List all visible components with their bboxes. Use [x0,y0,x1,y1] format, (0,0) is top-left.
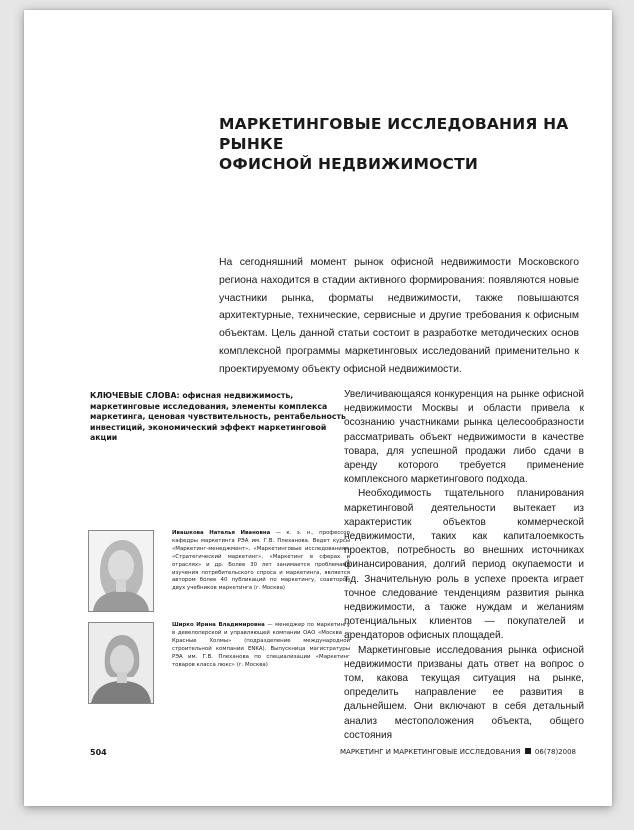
journal-issue: 06(78)2008 [534,748,576,756]
body-paragraph-3: Маркетинговые исследования рынка офисной недвижимости призваны дать ответ на вопрос о том, какова текущая ситуация на рынке, определить направление ее развития в дальнейшем. Они включают в себя детальный анализ местоположения объекта, общего состояния [344,644,584,741]
body-paragraph-2: Необходимость тщательного планирования маркетинговой деятельности вытекает из характеристик объектов коммерческой недвижимости, таких как капиталоемкость проектов, потребность во внешних источниках финансирования, долгий период окупаемости и т.д. Значительную роль в успехе проекта играет точное следование тенденциям развития рынка недвижимости, а также нуждам и желаниям потенциальных клиентов — покупателей и арендаторов офисных площадей. [344,488,584,642]
author-name-2: Ширко Ирина Владимировна [172,622,265,628]
page-number: 504 [90,748,107,757]
author-name-1: Ивашкова Наталья Ивановна [172,530,271,536]
article-title [219,114,589,174]
author-bio-1 [172,530,350,593]
body-paragraph-1: Увеличивающаяся конкуренция на рынке офисной недвижимости Москвы и области привела к осознанию участниками рынка целесообразности рассматривать объект недвижимости в качестве товара, для успешной продажи либо сдачи в аренду которого требуется применение комплексного маркетингового подхода. [344,389,584,486]
author-description-1: — к. э. н., профессор кафедры маркетинга РЭА им. Г.В. Плеханова. Ведет курсы «Маркетинг-менеджмент», «Маркетинговые исследования», «Стратегический маркетинг», «Маркетинг в сферах и отраслях» и др. Более 30 лет занимается проблемами изучения потребительского спроса и маркетинга, является автором более 40 публикаций по маркетингу, соавтором двух учебников маркетинга (г. Москва) [172,530,350,592]
journal-footer [340,748,576,756]
journal-page [24,10,612,806]
author-photo-1 [88,530,154,612]
square-separator-icon [525,748,531,754]
article-title-line-2: ОФИСНОЙ НЕДВИЖИМОСТИ [219,155,479,173]
body-text-column [344,388,584,743]
author-photo-2 [88,622,154,704]
author-bio-2 [172,622,350,669]
journal-name: МАРКЕТИНГ И МАРКЕТИНГОВЫЕ ИССЛЕДОВАНИЯ [340,748,521,756]
article-title-line-1: МАРКЕТИНГОВЫЕ ИССЛЕДОВАНИЯ НА РЫНКЕ [219,115,569,153]
keywords: КЛЮЧЕВЫЕ СЛОВА: офисная недвижимость, маркетинговые исследования, элементы комплекса маркетинга, ценовая чувствительность, рентабельность инвестиций, экономический эффект маркетинговой акции [90,391,346,443]
author-description-2: — менеджер по маркетингу в девелоперской и управляющей компании ОАО «Москва — Красные Холмы» (подразделение международной строительной компании ENKA). Выпускница магистратуры РЭА им. Г.В. Плеханова по специализации «Маркетинг товаров класса люкс» (г. Москва) [172,622,351,668]
article-lead: На сегодняшний момент рынок офисной недвижимости Московского региона находится в стадии активного формирования: появляются новые участники рынка, форматы недвижимости, также повышаются архитектурные, технические, сервисные и другие требования к офисным объектам. Цель данной статьи состоит в разработке методических основ комплексной программы маркетинговых исследований применительно к проектируемому объекту офисной недвижимости. [219,257,579,375]
